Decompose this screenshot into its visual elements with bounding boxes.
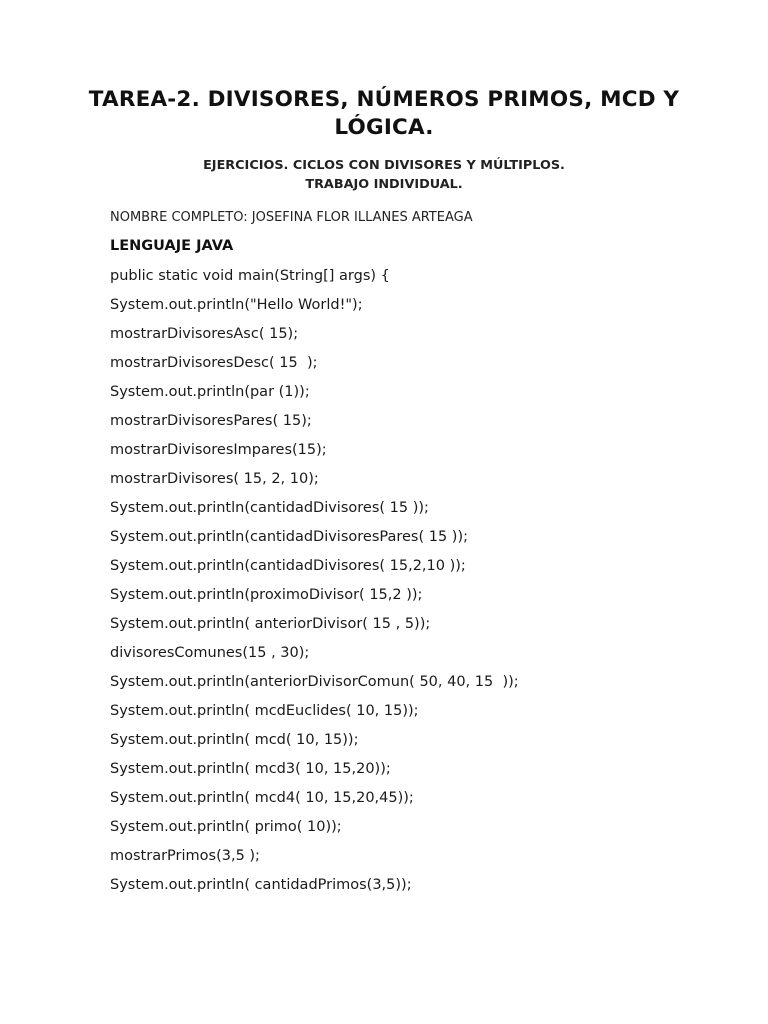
code-line: mostrarDivisoresAsc( 15); (110, 326, 299, 342)
code-line: System.out.println(cantidadDivisores( 15,2,10 )); (110, 558, 466, 574)
code-line: System.out.println(anteriorDivisorComun( 50, 40, 15 )); (110, 674, 519, 690)
code-line: System.out.println("Hello World!"); (110, 297, 363, 313)
language-heading: LENGUAJE JAVA (110, 238, 234, 254)
subtitle-line-1: EJERCICIOS. CICLOS CON DIVISORES Y MÚLTIPLOS. (203, 158, 565, 173)
code-line: public static void main(String[] args) { (110, 268, 390, 284)
page-subtitle (0, 156, 768, 194)
code-line: System.out.println(proximoDivisor( 15,2 )); (110, 587, 423, 603)
code-line: System.out.println( anteriorDivisor( 15 , 5)); (110, 616, 431, 632)
code-line: mostrarPrimos(3,5 ); (110, 848, 260, 864)
code-line: System.out.println(cantidadDivisores( 15 )); (110, 500, 429, 516)
code-line: System.out.println( mcd4( 10, 15,20,45)); (110, 790, 414, 806)
code-line: System.out.println( cantidadPrimos(3,5)); (110, 877, 412, 893)
title-line-1: TAREA-2. DIVISORES, NÚMEROS PRIMOS, MCD Y (88, 87, 680, 112)
title-line-2: LÓGICA. (334, 115, 434, 140)
code-line: mostrarDivisoresDesc( 15 ); (110, 355, 318, 371)
code-line: System.out.println( mcd( 10, 15)); (110, 732, 359, 748)
code-line: System.out.println( primo( 10)); (110, 819, 342, 835)
code-line: System.out.println( mcdEuclides( 10, 15)); (110, 703, 419, 719)
code-line: divisoresComunes(15 , 30); (110, 645, 310, 661)
student-name: NOMBRE COMPLETO: JOSEFINA FLOR ILLANES ARTEAGA (110, 210, 473, 225)
code-line: System.out.println(par (1)); (110, 384, 310, 400)
code-listing (110, 265, 519, 903)
code-line: mostrarDivisoresPares( 15); (110, 413, 312, 429)
page-title (0, 86, 768, 142)
code-line: System.out.println( mcd3( 10, 15,20)); (110, 761, 391, 777)
code-line: mostrarDivisores( 15, 2, 10); (110, 471, 319, 487)
subtitle-line-2: TRABAJO INDIVIDUAL. (305, 177, 463, 192)
code-line: System.out.println(cantidadDivisoresPares( 15 )); (110, 529, 469, 545)
code-line: mostrarDivisoresImpares(15); (110, 442, 327, 458)
